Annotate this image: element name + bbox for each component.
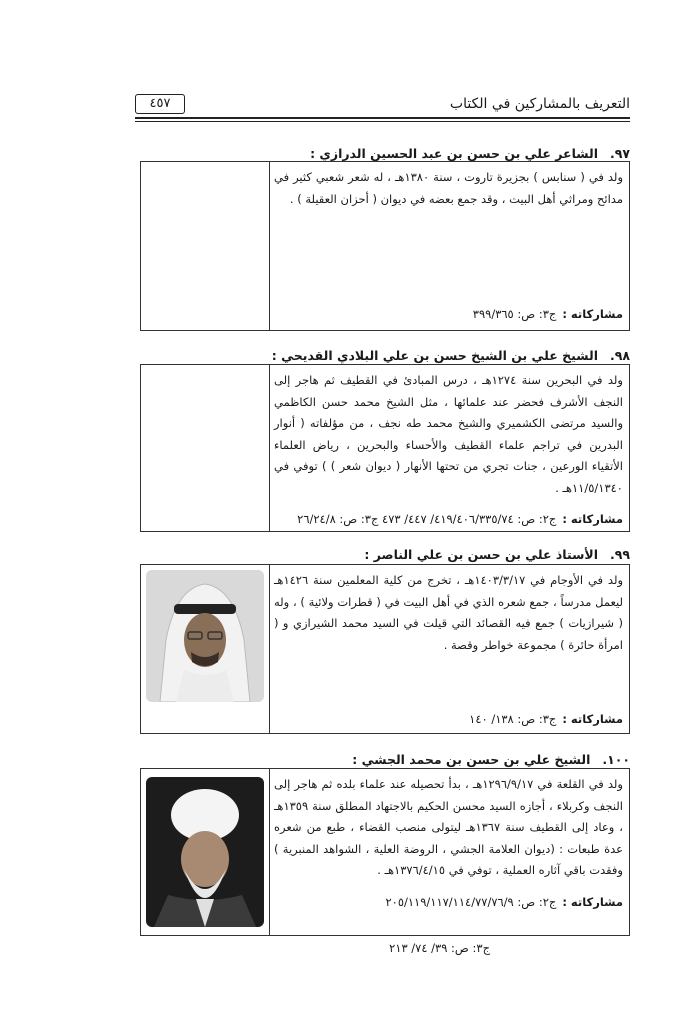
entry-name: الأستاذ علي بن حسن بن علي الناصر : xyxy=(364,547,598,562)
entry-box xyxy=(140,364,630,532)
entry-heading xyxy=(352,752,630,767)
entry-heading xyxy=(272,348,630,363)
entry-heading xyxy=(310,146,630,161)
participation-label: مشاركاته : xyxy=(562,307,623,321)
entry-box xyxy=(140,564,630,734)
entry-number: ٩٩. xyxy=(609,547,630,562)
entry-name: الشيخ علي بن حسن بن محمد الجشي : xyxy=(352,752,591,767)
entry-biography: ولد في ( سنابس ) بجزيرة تاروت ، سنة ١٣٨٠هـ ، له شعر شعبي كثير في مدائح ومراثي أهل البيت ، وقد جمع بعضه في ديوان ( أحزان العقيلة ) . xyxy=(274,170,623,206)
photo-column-divider xyxy=(269,365,270,531)
participation-refs: ج٣: ص: ٣٩٩/٣٦٥ xyxy=(472,307,557,321)
photo-column-divider xyxy=(269,565,270,733)
entry-participation xyxy=(473,307,623,321)
entry-box xyxy=(140,768,630,936)
header-divider-thin xyxy=(135,121,630,122)
entry-name: الشيخ علي بن الشيخ حسن بن علي البلادي القديحي : xyxy=(271,348,598,363)
entry-participation xyxy=(385,895,623,909)
portrait-photo xyxy=(146,570,264,702)
portrait-man-ghutra-icon xyxy=(146,570,264,702)
entry-box xyxy=(140,161,630,331)
participation-label: مشاركاته : xyxy=(562,712,623,726)
portrait-photo xyxy=(146,777,264,927)
entry-name: الشاعر علي بن حسن بن عبد الحسين الدرازي : xyxy=(310,146,598,161)
entry-biography: ولد في البحرين سنة ١٢٧٤هـ ، درس المبادئ في القطيف ثم هاجر إلى النجف الأشرف فحضر عند علمائها ، مثل الشيخ محمد حسن الكاظمي والسيد مرتضى الكشميري والشيخ محمد طه نجف ، من مؤلفاته ( أنوار البدرين في تراجم علماء القطيف والأحساء والبحرين ، رياض العلماء الأتقياء الورعين ، جنات تجري من تحتها الأنهار ( ديوان شعر ) ) توفي في ١١/٥/١٣٤٠هـ . xyxy=(274,373,623,495)
participation-label: مشاركاته : xyxy=(562,512,623,526)
participation-label: مشاركاته : xyxy=(562,895,623,909)
entry-biography: ولد في القلعة في ١٢٩٦/٩/١٧هـ ، بدأ تحصيله عند علماء بلده ثم هاجر إلى النجف وكربلاء ، أجازه السيد محسن الحكيم بالاجتهاد المطلق سنة ١٣٥٩هـ ، وعاد إلى القطيف سنة ١٣٦٧هـ ليتولى منصب القضاء ، طبع من شعره عدة طبعات : (ديوان العلامة الجشي ، الروضة العلية ، الشواهد المنبرية ) وفقدت باقي آثاره العملية ، توفي في ١٣٧٦/٤/١٥هـ . xyxy=(274,777,623,877)
entry-participation xyxy=(297,512,623,526)
participation-refs: ج٣: ص: ١٣٨/ ١٤٠ xyxy=(469,712,557,726)
portrait-sheikh-turban-icon xyxy=(146,777,264,927)
book-title: التعريف بالمشاركين في الكتاب xyxy=(449,96,630,112)
entry-number: ٩٧. xyxy=(609,146,630,161)
entry-heading xyxy=(364,547,630,562)
page-number: ٤٥٧ xyxy=(135,94,185,114)
header-divider xyxy=(135,117,630,119)
entry-number: ١٠٠. xyxy=(602,752,630,767)
photo-column-divider xyxy=(269,162,270,330)
entry-number: ٩٨. xyxy=(609,348,630,363)
entry-participation xyxy=(469,712,623,726)
page-header xyxy=(135,96,630,116)
photo-column-divider xyxy=(269,769,270,935)
entry-participation-continued: ج٣: ص: ٣٩/ ٧٤/ ٢١٣ xyxy=(389,941,490,955)
participation-refs: ج٢: ص: ٢٠٥/١١٩/١١٧/١١٤/٧٧/٧٦/٩ xyxy=(385,895,557,909)
participation-refs: ج٢: ص: ٤١٩/٤٠٦/٣٣٥/٧٤/ ٤٤٧/ ٤٧٣ ج٣: ص: ٢٦/٢٤/٨ xyxy=(297,512,557,526)
entry-biography: ولد في الأوجام في ١٤٠٣/٣/١٧هـ ، تخرج من كلية المعلمين سنة ١٤٢٦هـ ليعمل مدرساً ، جمع شعره الذي في أهل البيت في ( قطرات ولائية ) ، وله ( شيرازيات ) جمع فيه القصائد التي قيلت في السيد محمد الشيرازي و ( امرأة حائرة ) مجموعة خواطر وقصة . xyxy=(274,573,624,652)
